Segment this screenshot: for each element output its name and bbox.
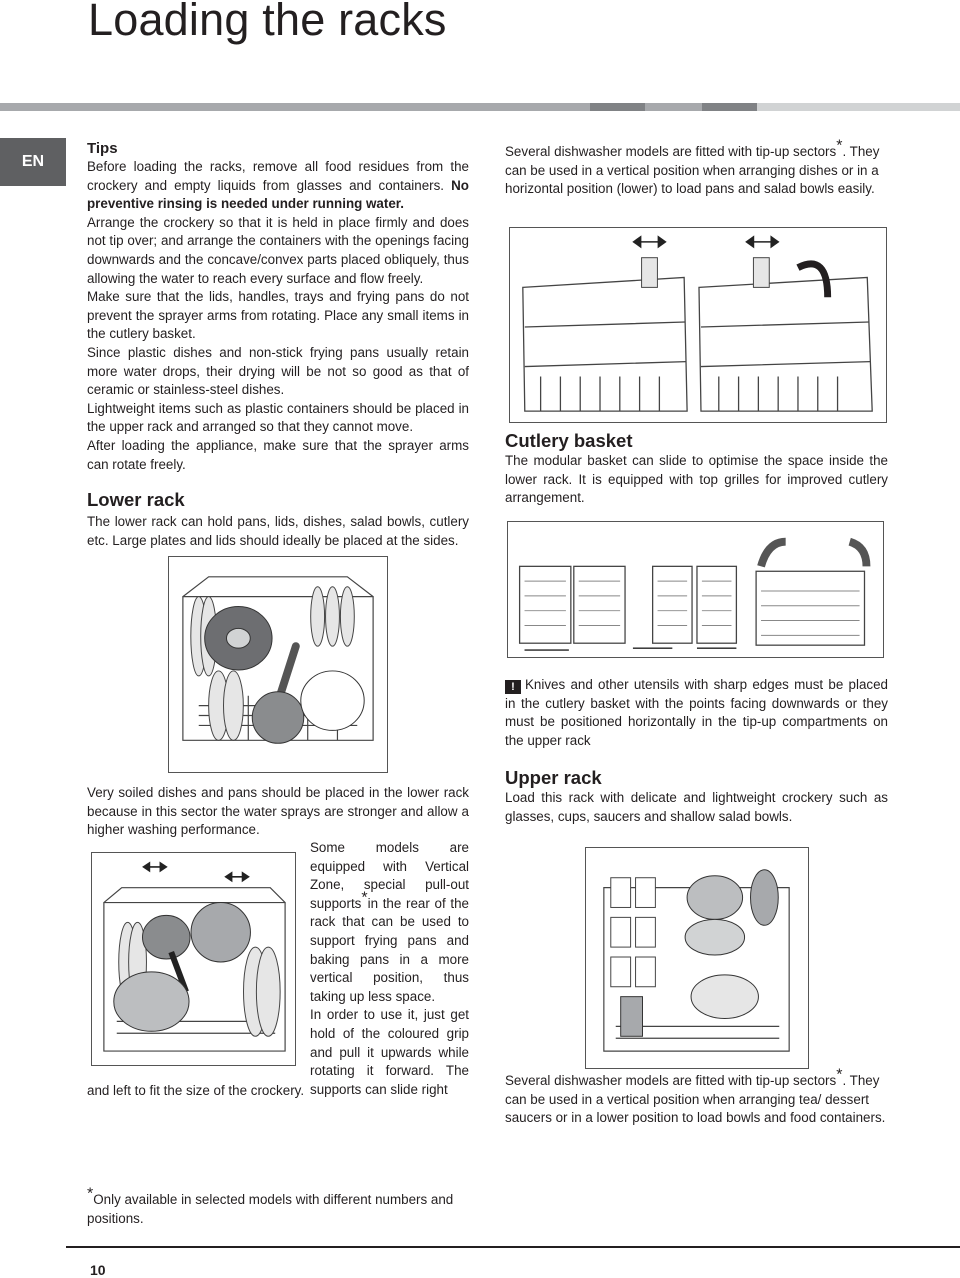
tipup-text-1: Several dishwasher models are fitted with tip-up sectors [505, 144, 837, 159]
curved-arrow-icon [850, 542, 867, 567]
page-title: Loading the racks [88, 0, 447, 45]
double-arrow-icon [143, 863, 248, 881]
lower-rack-heading: Lower rack [87, 489, 185, 510]
tipup-text-2: . They can be used in a vertical position when arranging dishes or in a horizontal position (lower) to load pans and salad bowls easily. [505, 144, 880, 197]
upper-tipup-text-1: Several dishwasher models are fitted with tip-up sectors [505, 1073, 837, 1088]
tips-paragraph: Make sure that the lids, handles, trays and frying pans do not prevent the sprayer arms from rotating. Place any small items in the cutlery basket. [87, 289, 469, 342]
footnote-star: * [836, 137, 843, 155]
upper-rack-section [505, 767, 888, 826]
cutlery-basket-drawing [508, 522, 883, 657]
upper-tipup-section [505, 1066, 888, 1128]
upper-tipup-text-2: . They can be used in a vertical position when arranging tea/ dessert saucers or in a lower position to load bowls and food containers. [505, 1073, 886, 1126]
header-bar-segment [0, 103, 590, 111]
tips-paragraph [87, 158, 469, 214]
tips-p1-text: Before loading the racks, remove all food residues from the crockery and empty liquids from glasses and containers. [87, 159, 469, 193]
vertical-zone-text-1: Some models are equipped with Vertical Zone, special pull-out supports [310, 840, 469, 911]
lower-rack-section [87, 489, 469, 550]
warning-icon: ! [505, 680, 521, 694]
vertical-zone-text-2: in the rear of the rack that can be used to support frying pans and baking pans in a more vertical position, thus taking up less space. [310, 895, 469, 1004]
double-arrow-icon [634, 237, 779, 247]
vertical-zone-drawing [92, 853, 295, 1065]
upper-rack-drawing [586, 848, 808, 1068]
knives-warning [505, 676, 888, 750]
header-bar-segment [757, 103, 960, 111]
cutlery-heading: Cutlery basket [505, 430, 633, 451]
tips-section [87, 140, 469, 474]
header-bar-segment [702, 103, 757, 111]
tips-paragraph: Since plastic dishes and non-stick frying pans usually retain more water drops, their drying will be not so good as that of ceramic or stainless-steel dishes. [87, 344, 469, 398]
footnote [87, 1185, 477, 1228]
tipup-section [505, 137, 888, 199]
header-bar-segment [645, 103, 702, 111]
upper-rack-text: Load this rack with delicate and lightweight crockery such as glasses, cups, saucers and shallow salad bowls. [505, 790, 888, 824]
double-arrow-icon [525, 648, 737, 650]
tips-paragraph: Lightweight items such as plastic containers should be placed in the upper rack and arranged so that they cannot move. [87, 400, 469, 435]
cutlery-text: The modular basket can slide to optimise the space inside the lower rack. It is equipped with top grilles for improved cutlery arrangement. [505, 453, 888, 506]
footer-rule [66, 1246, 960, 1248]
tips-heading: Tips [87, 140, 118, 157]
vertical-zone-illustration [91, 852, 296, 1066]
footnote-star: * [87, 1185, 94, 1203]
lower-rack-drawing [169, 557, 387, 772]
curved-arrow-icon [761, 542, 786, 567]
footnote-text: Only available in selected models with different numbers and positions. [87, 1192, 454, 1226]
tipup-sectors-drawing [510, 228, 886, 422]
upper-rack-heading: Upper rack [505, 767, 602, 788]
lower-rack-illustration [168, 556, 388, 773]
tips-paragraph: After loading the appliance, make sure that the sprayer arms can rotate freely. [87, 437, 469, 472]
cutlery-section [505, 430, 888, 508]
tipup-sectors-illustration [509, 227, 887, 423]
header-bar-segment [590, 103, 645, 111]
tips-p1-bold: No preventive rinsing is needed under running water. [87, 177, 469, 212]
soiled-text: Very soiled dishes and pans should be placed in the lower rack because in this sector the water sprays are stronger and allow a higher washing performance. [87, 785, 469, 838]
lower-rack-text: The lower rack can hold pans, lids, dishes, salad bowls, cutlery etc. Large plates and lids should ideally be placed at the sides. [87, 514, 469, 548]
cutlery-basket-illustration [507, 521, 884, 658]
vertical-zone-text-3: In order to use it, just get hold of the coloured grip and pull it upwards while rotating it forward. The supports can slide right [310, 1007, 469, 1097]
vertical-zone-text-4: and left to fit the size of the crockery. [87, 1083, 305, 1098]
footnote-star: * [836, 1066, 843, 1084]
tips-paragraph: Arrange the crockery so that it is held in place firmly and does not tip over; and arrange the containers with the openings facing downwards and the concave/convex parts placed obliquely, thus allowing the water to reach every surface and flow freely. [87, 214, 469, 286]
upper-rack-illustration [585, 847, 809, 1069]
language-tab: EN [0, 138, 66, 186]
knives-text: Knives and other utensils with sharp edges must be placed in the cutlery basket with the points facing downwards or they must be positioned horizontally in the tip-up compartments on the upper rack [505, 677, 888, 748]
page-number: 10 [90, 1262, 106, 1278]
footnote-star: * [361, 889, 368, 907]
vertical-zone-text [310, 839, 469, 1099]
